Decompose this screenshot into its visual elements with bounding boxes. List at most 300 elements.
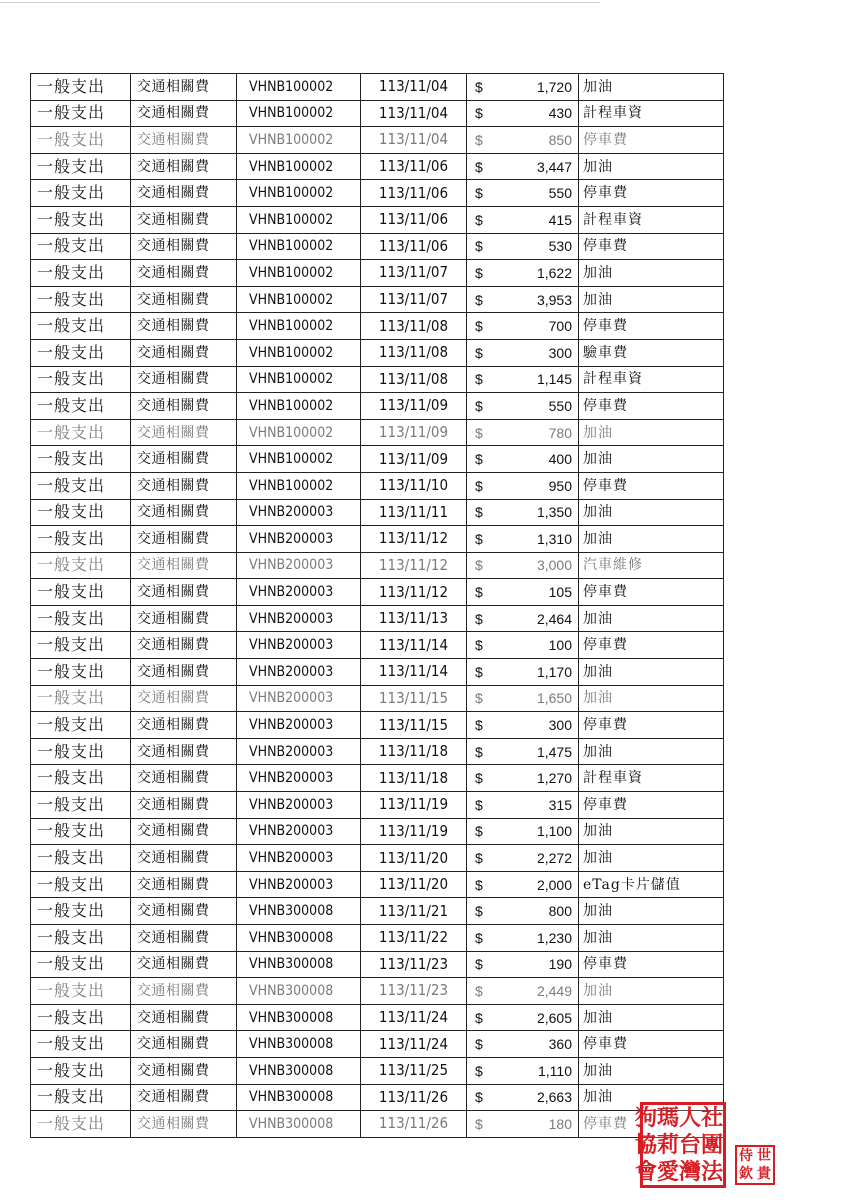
currency-symbol: $ — [475, 131, 483, 148]
table-row — [31, 499, 724, 526]
currency-symbol: $ — [475, 530, 483, 547]
amount-cell — [467, 712, 579, 739]
currency-symbol: $ — [475, 876, 483, 893]
voucher-number-cell: VHNB300008 — [237, 1057, 361, 1084]
category-cell: 一般支出 — [31, 419, 131, 446]
note-cell: 加油 — [579, 74, 724, 101]
currency-symbol: $ — [475, 1062, 483, 1079]
expense-item-cell: 交通相關費 — [131, 153, 237, 180]
note-cell: 加油 — [579, 685, 724, 712]
expense-item-cell: 交通相關費 — [131, 712, 237, 739]
amount-value: 950 — [548, 477, 572, 494]
date-cell: 113/11/07 — [361, 260, 467, 287]
voucher-number-cell: VHNB200003 — [237, 738, 361, 765]
amount-value: 1,720 — [536, 78, 572, 95]
date-cell: 113/11/08 — [361, 366, 467, 393]
amount-cell — [467, 1084, 579, 1111]
voucher-number-cell: VHNB200003 — [237, 845, 361, 872]
table-row — [31, 632, 724, 659]
note-cell: 加油 — [579, 898, 724, 925]
amount-value: 400 — [548, 451, 572, 468]
voucher-number-cell: VHNB200003 — [237, 659, 361, 686]
voucher-number-cell: VHNB100002 — [237, 260, 361, 287]
table-row — [31, 260, 724, 287]
expense-item-cell: 交通相關費 — [131, 845, 237, 872]
table-row — [31, 978, 724, 1005]
amount-cell — [467, 871, 579, 898]
currency-symbol: $ — [475, 796, 483, 813]
table-row — [31, 845, 724, 872]
currency-symbol: $ — [475, 318, 483, 335]
amount-value: 2,272 — [536, 850, 572, 867]
date-cell: 113/11/04 — [361, 74, 467, 101]
amount-cell — [467, 978, 579, 1005]
expense-item-cell: 交通相關費 — [131, 792, 237, 819]
amount-cell — [467, 845, 579, 872]
amount-value: 1,350 — [536, 504, 572, 521]
category-cell: 一般支出 — [31, 313, 131, 340]
seal-character: 貴 — [757, 1166, 771, 1182]
amount-value: 1,100 — [536, 823, 572, 840]
date-cell: 113/11/20 — [361, 871, 467, 898]
expense-item-cell: 交通相關費 — [131, 1111, 237, 1138]
amount-value: 360 — [548, 1036, 572, 1053]
table-row — [31, 526, 724, 553]
seal-character: 協 — [634, 1131, 657, 1158]
voucher-number-cell: VHNB100002 — [237, 286, 361, 313]
category-cell: 一般支出 — [31, 339, 131, 366]
currency-symbol: $ — [475, 770, 483, 787]
voucher-number-cell: VHNB100002 — [237, 446, 361, 473]
amount-value: 100 — [548, 637, 572, 654]
table-row — [31, 472, 724, 499]
expense-item-cell: 交通相關費 — [131, 100, 237, 127]
voucher-number-cell: VHNB200003 — [237, 871, 361, 898]
currency-symbol: $ — [475, 929, 483, 946]
voucher-number-cell: VHNB300008 — [237, 978, 361, 1005]
expense-item-cell: 交通相關費 — [131, 1084, 237, 1111]
category-cell: 一般支出 — [31, 1084, 131, 1111]
table-row — [31, 712, 724, 739]
expense-item-cell: 交通相關費 — [131, 871, 237, 898]
table-row — [31, 871, 724, 898]
date-cell: 113/11/07 — [361, 286, 467, 313]
voucher-number-cell: VHNB200003 — [237, 792, 361, 819]
amount-value: 700 — [548, 318, 572, 335]
amount-cell — [467, 579, 579, 606]
currency-symbol: $ — [475, 291, 483, 308]
note-cell: 停車費 — [579, 579, 724, 606]
currency-symbol: $ — [475, 238, 483, 255]
amount-cell — [467, 898, 579, 925]
expense-item-cell: 交通相關費 — [131, 206, 237, 233]
date-cell: 113/11/14 — [361, 632, 467, 659]
voucher-number-cell: VHNB200003 — [237, 818, 361, 845]
note-cell: 加油 — [579, 978, 724, 1005]
category-cell: 一般支出 — [31, 712, 131, 739]
expense-item-cell: 交通相關費 — [131, 526, 237, 553]
expense-item-cell: 交通相關費 — [131, 951, 237, 978]
amount-cell — [467, 100, 579, 127]
table-row — [31, 605, 724, 632]
voucher-number-cell: VHNB100002 — [237, 339, 361, 366]
table-row — [31, 659, 724, 686]
currency-symbol: $ — [475, 637, 483, 654]
date-cell: 113/11/06 — [361, 233, 467, 260]
amount-cell — [467, 313, 579, 340]
category-cell: 一般支出 — [31, 446, 131, 473]
amount-value: 2,605 — [536, 1009, 572, 1026]
date-cell: 113/11/10 — [361, 472, 467, 499]
amount-cell — [467, 738, 579, 765]
expense-item-cell: 交通相關費 — [131, 446, 237, 473]
voucher-number-cell: VHNB300008 — [237, 1111, 361, 1138]
seal-character: 人 — [678, 1105, 701, 1132]
date-cell: 113/11/14 — [361, 659, 467, 686]
amount-cell — [467, 526, 579, 553]
table-row — [31, 180, 724, 207]
currency-symbol: $ — [475, 344, 483, 361]
amount-value: 3,000 — [536, 557, 572, 574]
note-cell: 加油 — [579, 526, 724, 553]
note-cell: 停車費 — [579, 127, 724, 154]
category-cell: 一般支出 — [31, 659, 131, 686]
amount-value: 800 — [548, 903, 572, 920]
expense-item-cell: 交通相關費 — [131, 1004, 237, 1031]
currency-symbol: $ — [475, 690, 483, 707]
voucher-number-cell: VHNB100002 — [237, 472, 361, 499]
voucher-number-cell: VHNB200003 — [237, 526, 361, 553]
currency-symbol: $ — [475, 477, 483, 494]
date-cell: 113/11/09 — [361, 419, 467, 446]
currency-symbol: $ — [475, 424, 483, 441]
amount-value: 1,170 — [536, 663, 572, 680]
date-cell: 113/11/24 — [361, 1031, 467, 1058]
amount-cell — [467, 153, 579, 180]
note-cell: 計程車資 — [579, 765, 724, 792]
table-row — [31, 792, 724, 819]
table-row — [31, 419, 724, 446]
currency-symbol: $ — [475, 850, 483, 867]
amount-cell — [467, 818, 579, 845]
date-cell: 113/11/15 — [361, 712, 467, 739]
note-cell: 加油 — [579, 1084, 724, 1111]
seal-character: 世 — [757, 1148, 771, 1164]
date-cell: 113/11/06 — [361, 153, 467, 180]
table-row — [31, 339, 724, 366]
date-cell: 113/11/04 — [361, 100, 467, 127]
ledger-body — [31, 74, 724, 1138]
currency-symbol: $ — [475, 185, 483, 202]
currency-symbol: $ — [475, 717, 483, 734]
date-cell: 113/11/21 — [361, 898, 467, 925]
expense-item-cell: 交通相關費 — [131, 499, 237, 526]
voucher-number-cell: VHNB200003 — [237, 632, 361, 659]
amount-cell — [467, 206, 579, 233]
voucher-number-cell: VHNB100002 — [237, 100, 361, 127]
voucher-number-cell: VHNB200003 — [237, 579, 361, 606]
voucher-number-cell: VHNB200003 — [237, 605, 361, 632]
date-cell: 113/11/23 — [361, 951, 467, 978]
voucher-number-cell: VHNB200003 — [237, 685, 361, 712]
table-row — [31, 1111, 724, 1138]
amount-value: 190 — [548, 956, 572, 973]
expense-item-cell: 交通相關費 — [131, 339, 237, 366]
amount-cell — [467, 605, 579, 632]
note-cell: 停車費 — [579, 393, 724, 420]
category-cell: 一般支出 — [31, 685, 131, 712]
date-cell: 113/11/12 — [361, 526, 467, 553]
amount-value: 550 — [548, 185, 572, 202]
note-cell: 加油 — [579, 446, 724, 473]
expense-item-cell: 交通相關費 — [131, 419, 237, 446]
note-cell: 加油 — [579, 925, 724, 952]
voucher-number-cell: VHNB300008 — [237, 1004, 361, 1031]
seal-character: 狗 — [634, 1105, 657, 1132]
amount-value: 1,145 — [536, 371, 572, 388]
amount-cell — [467, 366, 579, 393]
note-cell: 計程車資 — [579, 366, 724, 393]
date-cell: 113/11/09 — [361, 393, 467, 420]
date-cell: 113/11/19 — [361, 792, 467, 819]
amount-value: 1,230 — [536, 929, 572, 946]
amount-value: 1,310 — [536, 530, 572, 547]
amount-cell — [467, 393, 579, 420]
category-cell: 一般支出 — [31, 579, 131, 606]
amount-cell — [467, 792, 579, 819]
table-row — [31, 1031, 724, 1058]
table-row — [31, 74, 724, 101]
seal-character: 愛 — [656, 1158, 679, 1185]
expense-item-cell: 交通相關費 — [131, 366, 237, 393]
note-cell: 停車費 — [579, 632, 724, 659]
currency-symbol: $ — [475, 663, 483, 680]
amount-cell — [467, 1057, 579, 1084]
note-cell: 加油 — [579, 659, 724, 686]
table-row — [31, 393, 724, 420]
table-row — [31, 446, 724, 473]
category-cell: 一般支出 — [31, 260, 131, 287]
category-cell: 一般支出 — [31, 153, 131, 180]
amount-cell — [467, 472, 579, 499]
table-row — [31, 685, 724, 712]
date-cell: 113/11/12 — [361, 552, 467, 579]
expense-item-cell: 交通相關費 — [131, 393, 237, 420]
amount-cell — [467, 951, 579, 978]
category-cell: 一般支出 — [31, 871, 131, 898]
amount-value: 3,447 — [536, 158, 572, 175]
category-cell: 一般支出 — [31, 472, 131, 499]
amount-cell — [467, 339, 579, 366]
amount-cell — [467, 632, 579, 659]
date-cell: 113/11/08 — [361, 313, 467, 340]
category-cell: 一般支出 — [31, 765, 131, 792]
date-cell: 113/11/13 — [361, 605, 467, 632]
amount-value: 430 — [548, 105, 572, 122]
note-cell: 加油 — [579, 845, 724, 872]
date-cell: 113/11/26 — [361, 1084, 467, 1111]
voucher-number-cell: VHNB100002 — [237, 206, 361, 233]
seal-character: 社 — [700, 1105, 723, 1132]
date-cell: 113/11/23 — [361, 978, 467, 1005]
note-cell: 停車費 — [579, 1031, 724, 1058]
amount-value: 300 — [548, 344, 572, 361]
amount-value: 2,000 — [536, 876, 572, 893]
expense-item-cell: 交通相關費 — [131, 605, 237, 632]
note-cell: 加油 — [579, 153, 724, 180]
date-cell: 113/11/09 — [361, 446, 467, 473]
seal-character: 台 — [678, 1131, 701, 1158]
voucher-number-cell: VHNB300008 — [237, 951, 361, 978]
amount-value: 1,475 — [536, 743, 572, 760]
expense-item-cell: 交通相關費 — [131, 260, 237, 287]
amount-cell — [467, 925, 579, 952]
currency-symbol: $ — [475, 78, 483, 95]
seal-character: 法 — [700, 1158, 723, 1185]
amount-value: 780 — [548, 424, 572, 441]
amount-cell — [467, 1111, 579, 1138]
amount-cell — [467, 765, 579, 792]
category-cell: 一般支出 — [31, 1031, 131, 1058]
currency-symbol: $ — [475, 451, 483, 468]
date-cell: 113/11/19 — [361, 818, 467, 845]
category-cell: 一般支出 — [31, 978, 131, 1005]
amount-cell — [467, 260, 579, 287]
category-cell: 一般支出 — [31, 792, 131, 819]
seal-character: 侍 — [739, 1148, 753, 1164]
table-row — [31, 233, 724, 260]
date-cell: 113/11/24 — [361, 1004, 467, 1031]
expense-item-cell: 交通相關費 — [131, 898, 237, 925]
category-cell: 一般支出 — [31, 206, 131, 233]
category-cell: 一般支出 — [31, 632, 131, 659]
currency-symbol: $ — [475, 584, 483, 601]
voucher-number-cell: VHNB300008 — [237, 1084, 361, 1111]
date-cell: 113/11/11 — [361, 499, 467, 526]
note-cell: 加油 — [579, 260, 724, 287]
category-cell: 一般支出 — [31, 845, 131, 872]
voucher-number-cell: VHNB200003 — [237, 712, 361, 739]
amount-value: 550 — [548, 397, 572, 414]
note-cell: 計程車資 — [579, 206, 724, 233]
note-cell: 加油 — [579, 419, 724, 446]
amount-value: 1,622 — [536, 264, 572, 281]
category-cell: 一般支出 — [31, 74, 131, 101]
voucher-number-cell: VHNB100002 — [237, 419, 361, 446]
voucher-number-cell: VHNB200003 — [237, 552, 361, 579]
category-cell: 一般支出 — [31, 1004, 131, 1031]
amount-value: 3,953 — [536, 291, 572, 308]
seal-character: 會 — [634, 1158, 657, 1185]
currency-symbol: $ — [475, 264, 483, 281]
amount-cell — [467, 659, 579, 686]
table-row — [31, 552, 724, 579]
amount-cell — [467, 446, 579, 473]
seal-character: 瑪 — [656, 1105, 679, 1132]
date-cell: 113/11/06 — [361, 180, 467, 207]
category-cell: 一般支出 — [31, 286, 131, 313]
expense-item-cell: 交通相關費 — [131, 1031, 237, 1058]
currency-symbol: $ — [475, 504, 483, 521]
note-cell: 停車費 — [579, 180, 724, 207]
amount-cell — [467, 419, 579, 446]
currency-symbol: $ — [475, 158, 483, 175]
category-cell: 一般支出 — [31, 818, 131, 845]
table-row — [31, 738, 724, 765]
currency-symbol: $ — [475, 956, 483, 973]
currency-symbol: $ — [475, 1009, 483, 1026]
expense-item-cell: 交通相關費 — [131, 286, 237, 313]
table-row — [31, 1004, 724, 1031]
category-cell: 一般支出 — [31, 393, 131, 420]
voucher-number-cell: VHNB100002 — [237, 74, 361, 101]
date-cell: 113/11/04 — [361, 127, 467, 154]
amount-value: 315 — [548, 796, 572, 813]
currency-symbol: $ — [475, 211, 483, 228]
expense-ledger-table — [30, 73, 724, 1138]
expense-item-cell: 交通相關費 — [131, 1057, 237, 1084]
expense-item-cell: 交通相關費 — [131, 818, 237, 845]
currency-symbol: $ — [475, 105, 483, 122]
category-cell: 一般支出 — [31, 100, 131, 127]
currency-symbol: $ — [475, 557, 483, 574]
expense-item-cell: 交通相關費 — [131, 685, 237, 712]
voucher-number-cell: VHNB100002 — [237, 233, 361, 260]
category-cell: 一般支出 — [31, 552, 131, 579]
amount-value: 1,270 — [536, 770, 572, 787]
date-cell: 113/11/25 — [361, 1057, 467, 1084]
amount-value: 180 — [548, 1115, 572, 1132]
amount-value: 2,464 — [536, 610, 572, 627]
amount-value: 300 — [548, 717, 572, 734]
personal-seal-stamp — [735, 1145, 775, 1185]
seal-character: 灣 — [678, 1158, 701, 1185]
amount-value: 2,449 — [536, 982, 572, 999]
expense-item-cell: 交通相關費 — [131, 472, 237, 499]
table-row — [31, 153, 724, 180]
currency-symbol: $ — [475, 610, 483, 627]
amount-value: 1,650 — [536, 690, 572, 707]
voucher-number-cell: VHNB100002 — [237, 366, 361, 393]
amount-cell — [467, 180, 579, 207]
amount-cell — [467, 127, 579, 154]
expense-item-cell: 交通相關費 — [131, 233, 237, 260]
amount-cell — [467, 1031, 579, 1058]
currency-symbol: $ — [475, 1115, 483, 1132]
category-cell: 一般支出 — [31, 738, 131, 765]
category-cell: 一般支出 — [31, 180, 131, 207]
expense-item-cell: 交通相關費 — [131, 552, 237, 579]
note-cell: 停車費 — [579, 792, 724, 819]
table-row — [31, 898, 724, 925]
table-row — [31, 1084, 724, 1111]
voucher-number-cell: VHNB100002 — [237, 153, 361, 180]
currency-symbol: $ — [475, 982, 483, 999]
note-cell: 加油 — [579, 1004, 724, 1031]
voucher-number-cell: VHNB100002 — [237, 127, 361, 154]
note-cell: 加油 — [579, 1057, 724, 1084]
note-cell: 停車費 — [579, 472, 724, 499]
expense-item-cell: 交通相關費 — [131, 925, 237, 952]
expense-item-cell: 交通相關費 — [131, 127, 237, 154]
currency-symbol: $ — [475, 1089, 483, 1106]
note-cell: 驗車費 — [579, 339, 724, 366]
amount-cell — [467, 74, 579, 101]
note-cell: 停車費 — [579, 1111, 724, 1138]
category-cell: 一般支出 — [31, 233, 131, 260]
table-row — [31, 925, 724, 952]
expense-item-cell: 交通相關費 — [131, 74, 237, 101]
